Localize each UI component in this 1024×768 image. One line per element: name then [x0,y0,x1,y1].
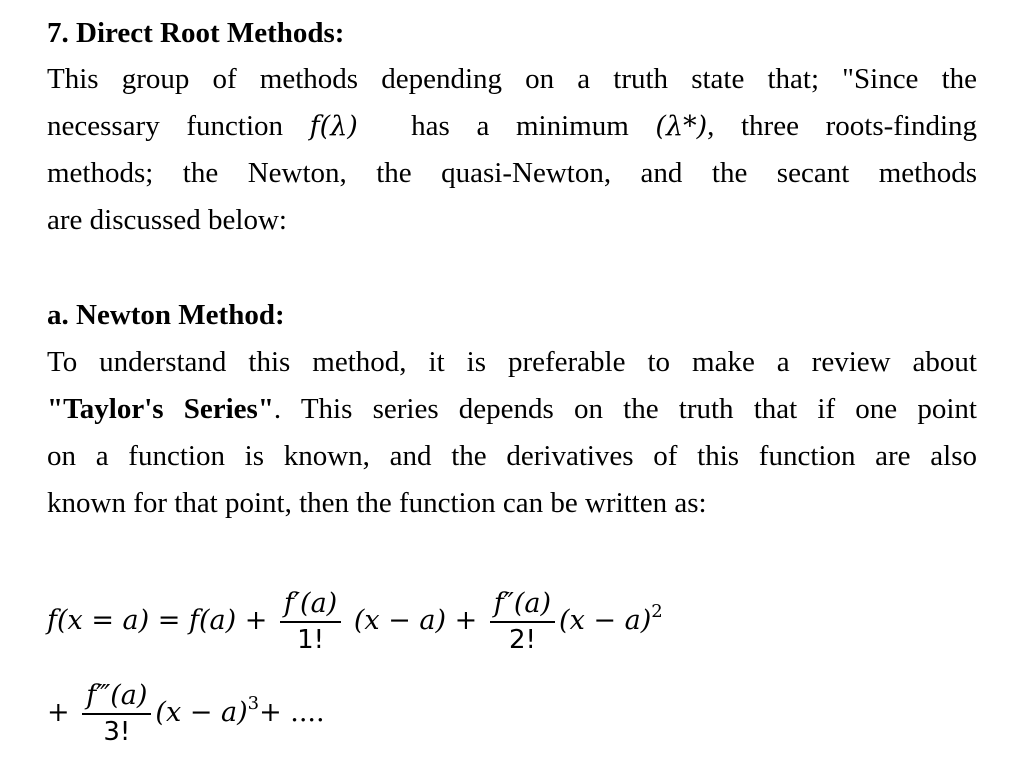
exponent: 2 [651,601,663,622]
bold-term: "Taylor's Series" [47,393,274,425]
fraction-second-derivative [490,588,555,655]
fraction-numerator: f″(a) [490,588,555,623]
equation-lhs: f(x = a) = f(a) + [47,605,268,636]
section-paragraph [47,56,977,244]
equation-term: (x − a) [155,697,248,728]
subsection-paragraph [47,339,977,527]
minimum-expression: (λ*) [655,111,708,142]
fraction-numerator: f′(a) [280,588,341,623]
equation-plus: + [47,697,70,728]
text-fragment: has a minimum [411,110,629,142]
paragraph-line: methods; the Newton, the quasi-Newton, and the secant methods [47,157,977,189]
taylor-equation-line-1 [47,588,663,655]
paragraph-line: This group of methods depending on a truth state that; "Since the [47,63,977,95]
paragraph-line: To understand this method, it is preferable to make a review about [47,346,977,378]
fraction-denominator: 1! [297,625,325,655]
equation-tail: + .... [259,697,325,728]
paragraph-line: known for that point, then the function can be written as: [47,487,707,519]
equation-term: (x − a) [559,605,652,636]
function-expression: f(λ) [309,111,358,142]
fraction-numerator: f‴(a) [82,680,151,715]
paragraph-line [47,103,977,150]
taylor-equation-line-2 [47,680,325,747]
fraction-first-derivative [280,588,341,655]
paragraph-line [47,386,977,433]
fraction-denominator: 2! [508,625,536,655]
fraction-third-derivative [82,680,151,747]
section-heading: 7. Direct Root Methods: [47,17,345,49]
paragraph-line: are discussed below: [47,204,287,236]
document-page [47,0,977,768]
text-fragment: . This series depends on the truth that if one point [273,393,977,425]
exponent: 3 [247,693,260,714]
paragraph-line: on a function is known, and the derivatives of this function are also [47,440,977,472]
text-fragment: , three roots-finding [707,110,978,142]
text-fragment: necessary function [47,110,284,142]
fraction-denominator: 3! [103,717,131,747]
subsection-heading: a. Newton Method: [47,299,285,331]
equation-term: (x − a) + [353,605,478,636]
